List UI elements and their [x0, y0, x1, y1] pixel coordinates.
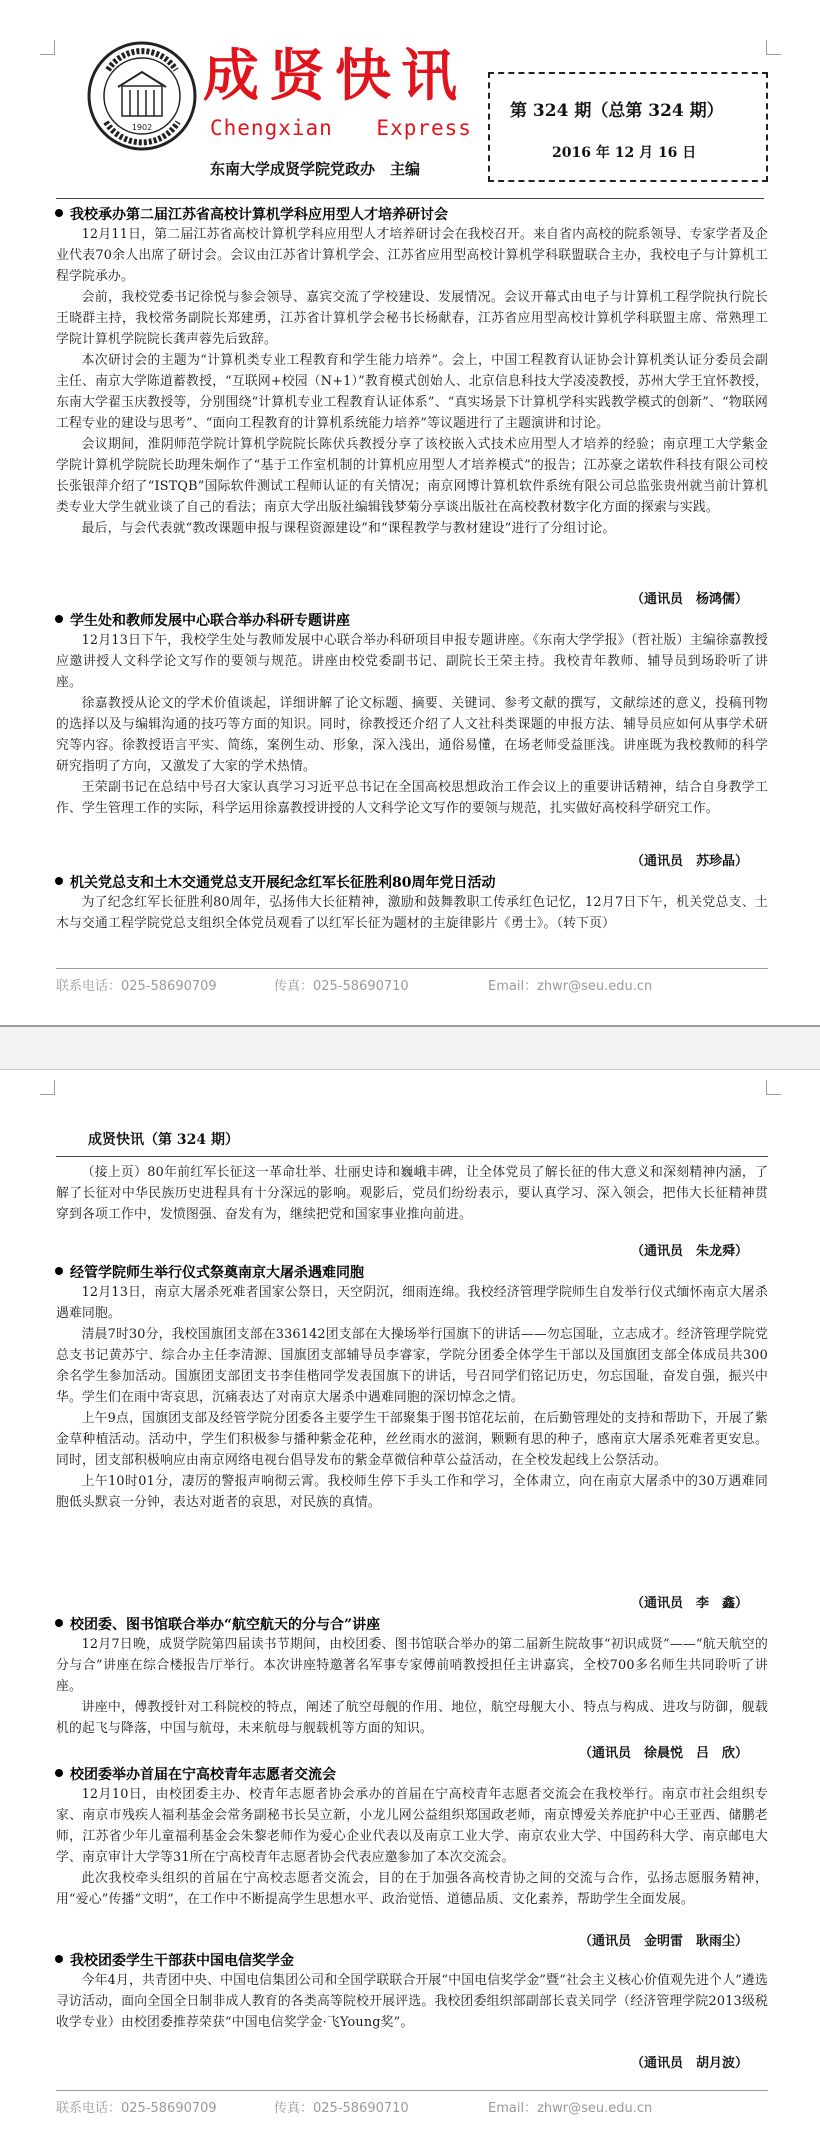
footer-phone: 联系电话：025-58690709 [56, 979, 217, 994]
crop-mark [40, 1080, 55, 1095]
page-footer [56, 2090, 768, 2121]
article-byline: （通讯员 朱龙舜） [630, 1244, 748, 1259]
masthead-divider [56, 198, 764, 199]
article-byline: （通讯员 杨鸿儒） [630, 592, 748, 607]
crop-mark [766, 1080, 781, 1095]
article-title: 我校团委学生干部获中国电信奖学金 [55, 1950, 294, 1970]
article-byline: （通讯员 苏珍晶） [630, 854, 748, 869]
article-title: 学生处和教师发展中心联合举办科研专题讲座 [55, 610, 350, 630]
page-1 [0, 0, 820, 1027]
article-body: 12月11日，第二届江苏省高校计算机学科应用型人才培养研讨会在我校召开。来自省内高校的院系领导、专家学者及企业代表70余人出席了研讨会。会议由江苏省计算机学会、江苏省应用型高校计算机学科联盟联合主办，我校电子与计算机工程学院承办。 会前，我校党委书记徐悦与参会领导、嘉宾交流了学校建设、发展情况。会议开幕式由电子与计算机工程学院执行院长王晓群主持，我校常务副院长郑建勇，江苏省计算机学会秘书长杨献春，江苏省应用型高校计算机学科联盟主席、常熟理工学院计算机学院院长龚声蓉先后致辞。 本次研讨会的主题为“计算机类专业工程教育和学生能力培养”。会上，中国工程教育认证协会计算机类认证分委员会副主任、南京大学陈道蓄教授，“互联网+校园（N+1）”教育模式创始人、北京信息科技大学凌凌教授，苏州大学王宜怀教授，东南大学翟玉庆教授等，分别围绕“计算机专业工程教育认证体系”、“真实场景下计算机学科实践教学模式的创新”、“物联网工程专业的建设与思考”、“面向工程教育的计算机系统能力培养”等议题进行了主题演讲和讨论。 会议期间，淮阴师范学院计算机学院院长陈伏兵教授分享了该校嵌入式技术应用型人才培养的经验；南京理工大学紫金学院计算机学院院长助理朱炯作了“基于工作室机制的计算机应用型人才培养模式”的报告；江苏豪之诺软件科技有限公司校长张银萍介绍了“ISTQB”国际软件测试工程师认证的有关情况；南京网博计算机软件系统有限公司总监张贵州就当前计算机类专业大学生就业谈了自己的看法；南京大学出版社编辑钱梦菊分享谈出版社在高校教材数字化方面的探索与实践。 最后，与会代表就“教改课题申报与课程资源建设”和“课程教学与教材建设”进行了分组讨论。 [56, 227, 768, 536]
article-byline: （通讯员 胡月波） [630, 2056, 748, 2071]
article-byline: （通讯员 金明雷 耿雨尘） [578, 1934, 748, 1949]
bullet-icon [55, 1769, 63, 1777]
footer-fax: 传真：025-58690710 [274, 2101, 409, 2116]
article-title: 经管学院师生举行仪式祭奠南京大屠杀遇难同胞 [55, 1262, 364, 1282]
article-body: 12月10日，由校团委主办、校青年志愿者协会承办的首届在宁高校青年志愿者交流会在我校举行。南京市社会组织专家、南京市残疾人福利基金会常务副秘书长吴立新，小龙儿网公益组织郑国政老师，南京博爱关养庇护中心王亚西、储鹏老师，江苏省少年儿童福利基金会朱黎老师作为爱心企业代表以及南京工业大学、南京农业大学、中国药科大学、南京邮电大学、南京审计大学等31所在宁高校青年志愿者协会代表应邀参加了本次交流会。 此次我校牵头组织的首届在宁高校志愿者交流会，目的在于加强各高校青协之间的交流与合作，弘扬志愿服务精神，用“爱心”传播“文明”，在工作中不断提高学生思想水平、政治觉悟、道德品质、文化素养，帮助学生全面发展。 [56, 1787, 768, 1907]
article-body: 12月7日晚，成贤学院第四届读书节期间，由校团委、图书馆联合举办的第二届新生院故事“初识成贤”——“航天航空的分与合”讲座在综合楼报告厅举行。本次讲座特邀著名军事专家傅前哨教授担任主讲嘉宾，全校700多名师生共同聆听了讲座。 讲座中，傅教授针对工科院校的特点，阐述了航空母舰的作用、地位，航空母舰大小、特点与构成、进攻与防御，舰载机的起飞与降落，中国与航母，未来航母与舰载机等方面的知识。 [56, 1637, 768, 1736]
masthead-publisher: 东南大学成贤学院党政办 主编 [210, 160, 421, 178]
article-byline: （通讯员 徐晨悦 吕 欣） [578, 1746, 748, 1761]
article-body: 为了纪念红军长征胜利80周年，弘扬伟大长征精神，激励和鼓舞教职工传承红色记忆，12月7日下午，机关党总支、土木与交通工程学院党总支组织全体党员观看了以红军长征为题材的主旋律影片《勇士》。（转下页） [56, 895, 768, 931]
article-body: 12月13日下午，我校学生处与教师发展中心联合举办科研项目申报专题讲座。《东南大学学报》（哲社版）主编徐嘉教授应邀讲授人文科学论文写作的要领与规范。讲座由校党委副书记、副院长王荣主持。我校青年教师、辅导员到场聆听了讲座。 徐嘉教授从论文的学术价值谈起，详细讲解了论文标题、摘要、关键词、参考文献的撰写，文献综述的意义，投稿刊物的选择以及与编辑沟通的技巧等方面的知识。同时，徐教授还介绍了人文社科类课题的申报方法、辅导员应如何从事学术研究等内容。徐教授语言平实、简练，案例生动、形象，深入浅出，通俗易懂，在场老师受益匪浅。讲座既为我校教师的科学研究指明了方向，又激发了大家的学术热情。 王荣副书记在总结中号召大家认真学习习近平总书记在全国高校思想政治工作会议上的重要讲话精神，结合自身教学工作、学生管理工作的实际，科学运用徐嘉教授讲授的人文科学论文写作的要领与规范，扎实做好高校科学研究工作。 [56, 633, 768, 816]
article-title: 校团委举办首届在宁高校青年志愿者交流会 [55, 1764, 336, 1784]
running-header-rule [56, 1156, 768, 1157]
footer-email: Email：zhwr@seu.edu.cn [488, 979, 653, 994]
crop-mark [40, 40, 55, 55]
university-seal-logo [86, 40, 198, 152]
footer-fax: 传真：025-58690710 [274, 979, 409, 994]
running-header: 成贤快讯（第 324 期） [88, 1132, 239, 1148]
page-gap [0, 1027, 820, 1069]
bullet-icon [55, 1619, 63, 1627]
issue-number: 第 324 期（总第 324 期） [510, 101, 724, 121]
svg-text:1902: 1902 [131, 123, 153, 132]
masthead-english-title: Chengxian Express [210, 116, 472, 140]
article-title: 校团委、图书馆联合举办“航空航天的分与合”讲座 [55, 1614, 380, 1634]
article-body: 12月13日，南京大屠杀死难者国家公祭日，天空阴沉，细雨连绵。我校经济管理学院师生自发举行仪式缅怀南京大屠杀遇难同胞。 清晨7时30分，我校国旗团支部在336142团支部在大操场举行国旗下的讲话——勿忘国耻，立志成才。经济管理学院党总支书记黄苏宁、综合办主任李清源、国旗团支部辅导员李睿家，学院分团委全体学生干部以及国旗团支部全体成员共300余名学生参加活动。国旗团支部团支书李佳楷同学发表国旗下的讲话，号召同学们铭记历史，勿忘国耻，奋发自强，振兴中华。学生们在雨中寄哀思，沉痛表达了对南京大屠杀中遇难同胞的深切悼念之情。 上午9点，国旗团支部及经管学院分团委各主要学生干部聚集于图书馆花坛前，在后勤管理处的支持和帮助下，开展了紫金草种植活动。活动中，学生们积极参与播种紫金花种，丝丝雨水的滋润，颗颗有思的种子，感南京大屠杀死难者更安息。同时，团支部积极响应由南京网络电视台倡导发布的紫金草微信种草公益活动，在全校发起线上公祭活动。 上午10时01分，凄厉的警报声响彻云霄。我校师生停下手头工作和学习，全体肃立，向在南京大屠杀中的30万遇难同胞低头默哀一分钟，表达对逝者的哀思，对民族的真情。 [56, 1285, 768, 1510]
bullet-icon [55, 209, 63, 217]
article-byline: （通讯员 李 鑫） [630, 1596, 748, 1611]
page-footer [56, 968, 768, 999]
issue-date: 2016 年 12 月 16 日 [552, 145, 697, 161]
bullet-icon [55, 877, 63, 885]
bullet-icon [55, 1955, 63, 1963]
article-title: 机关党总支和土木交通党总支开展纪念红军长征胜利80周年党日活动 [55, 872, 495, 892]
article-body: （接上页）80年前红军长征这一革命壮举、壮丽史诗和巍峨丰碑，让全体党员了解长征的伟大意义和深刻精神内涵，了解了长征对中华民族历史进程具有十分深远的影响。观影后，党员们纷纷表示，要认真学习、深入领会，把伟大长征精神贯穿到各项工作中，发愤图强、奋发有为，继续把党和国家事业推向前进。 [56, 1165, 768, 1222]
crop-mark [766, 40, 781, 55]
footer-email: Email：zhwr@seu.edu.cn [488, 2101, 653, 2116]
article-body: 今年4月，共青团中央、中国电信集团公司和全国学联联合开展“中国电信奖学金”暨“社会主义核心价值观先进个人”遴选寻访活动，面向全国全日制非成人教育的各类高等院校开展评选。我校团委组织部副部长袁关同学（经济管理学院2013级税收学专业）由校团委推荐荣获“中国电信奖学金·飞Young奖”。 [56, 1973, 768, 2030]
footer-phone: 联系电话：025-58690709 [56, 2101, 217, 2116]
bullet-icon [55, 1267, 63, 1275]
bullet-icon [55, 615, 63, 623]
issue-info-box [488, 72, 768, 182]
article-title: 我校承办第二届江苏省高校计算机学科应用型人才培养研讨会 [55, 204, 448, 224]
masthead-title: 成贤快讯 [203, 43, 467, 109]
